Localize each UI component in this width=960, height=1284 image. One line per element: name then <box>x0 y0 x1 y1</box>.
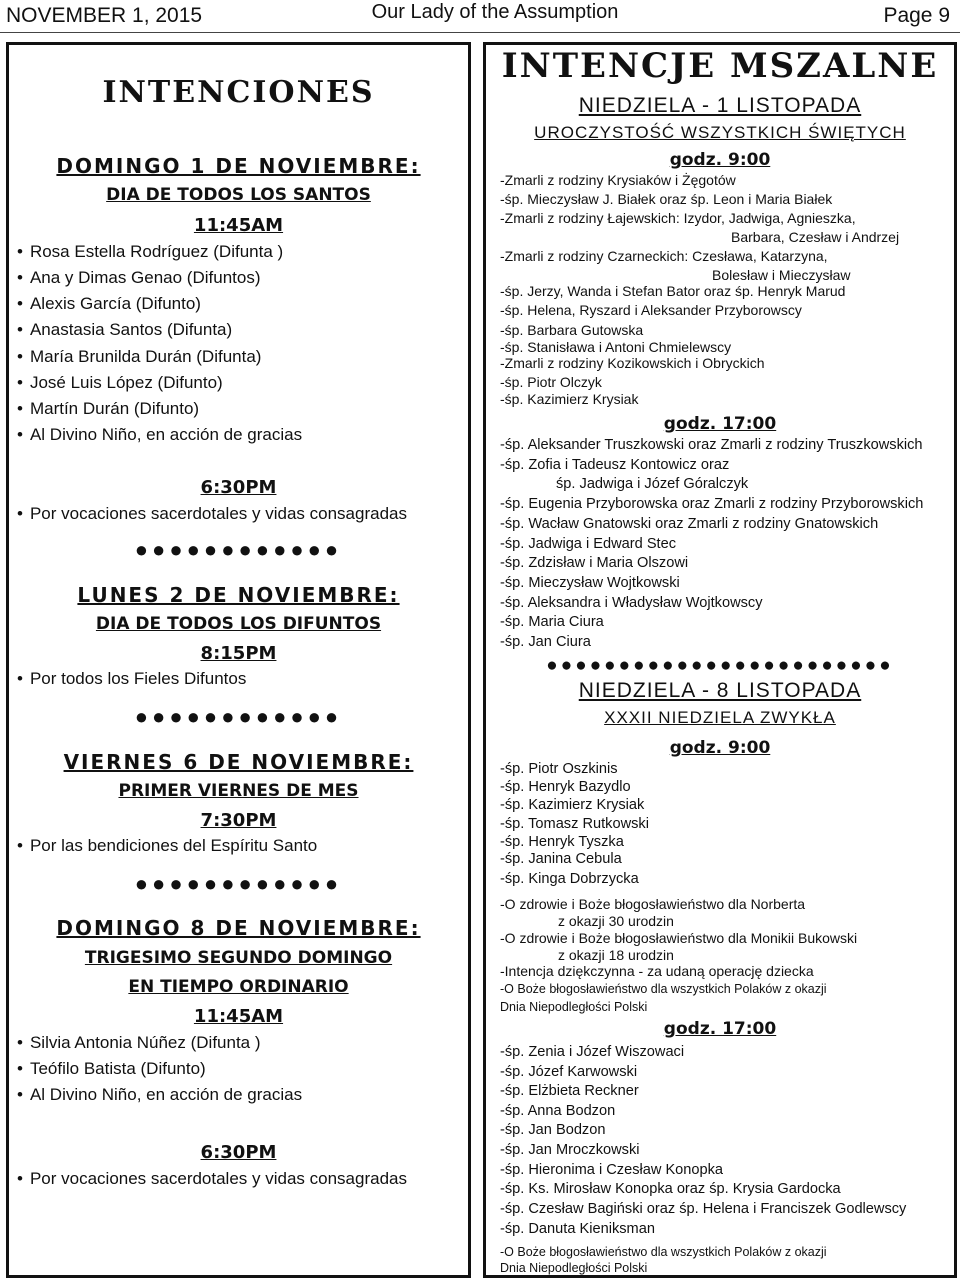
intention-line: -śp. Stanisława i Antoni Chmielewscy <box>500 339 732 355</box>
intention-line: z okazji 18 urodzin <box>558 947 674 963</box>
intention-line: -śp. Danuta Kieniksman <box>500 1221 655 1237</box>
intention-item: • Por las bendiciones del Espíritu Santo <box>17 836 317 856</box>
intention-line: z okazji 30 urodzin <box>558 913 674 929</box>
intention-line: -śp. Zdzisław i Maria Olszowi <box>500 555 689 571</box>
section-day-heading: VIERNES 6 DE NOVIEMBRE: <box>63 750 414 774</box>
intention-item: • María Brunilda Durán (Difunta) <box>17 347 261 367</box>
mass-time: 6:30PM <box>200 477 277 498</box>
intention-item: • Silvia Antonia Núñez (Difunta ) <box>17 1033 261 1053</box>
section-subtitle: DIA DE TODOS LOS DIFUNTOS <box>95 614 382 634</box>
intention-line: -O zdrowie i Boże błogosławieństwo dla Monikii Bukowski <box>500 930 858 946</box>
intention-item: • Teófilo Batista (Difunto) <box>17 1059 206 1079</box>
intention-line: -śp. Aleksander Truszkowski oraz Zmarli z rodziny Truszkowskich <box>500 437 923 453</box>
intention-line: -śp. Mieczysław Wojtkowski <box>500 575 680 591</box>
intention-line: -śp. Barbara Gutowska <box>500 322 644 338</box>
intention-line: -śp. Ks. Mirosław Konopka oraz śp. Krysia Gardocka <box>500 1181 841 1197</box>
panel-title: INTENCJE MSZALNE <box>501 46 939 86</box>
dot-separator: ●●●●●●●●●●●● <box>134 704 343 729</box>
intention-line: -śp. Anna Bodzon <box>500 1103 616 1119</box>
mass-time: 6:30PM <box>200 1142 277 1163</box>
intention-line: -Zmarli z rodziny Kozikowskich i Obryckich <box>500 355 765 371</box>
intention-item: • Por vocaciones sacerdotales y vidas consagradas <box>17 1169 407 1189</box>
intention-item: • Ana y Dimas Genao (Difuntos) <box>17 268 261 288</box>
intention-line: -śp. Jan Ciura <box>500 634 591 650</box>
intention-line: -O Boże błogosławieństwo dla wszystkich Polaków z okazji <box>500 982 827 996</box>
intention-line: -śp. Eugenia Przyborowska oraz Zmarli z rodziny Przyborowskich <box>500 496 924 512</box>
intention-line: -śp. Piotr Oszkinis <box>500 761 618 777</box>
intention-line: -śp. Zofia i Tadeusz Kontowicz oraz <box>500 457 730 473</box>
dot-separator: ●●●●●●●●●●●● <box>134 871 343 896</box>
intention-line: -O zdrowie i Boże błogosławieństwo dla Norberta <box>500 896 806 912</box>
intention-line: -śp. Tomasz Rutkowski <box>500 816 649 832</box>
intention-line: -śp. Jadwiga i Edward Stec <box>500 536 677 552</box>
dot-separator: ●●●●●●●●●●●●●●●●●●●●●●●● <box>546 655 894 676</box>
section-subtitle: EN TIEMPO ORDINARIO <box>128 977 349 997</box>
dot-separator: ●●●●●●●●●●●● <box>134 537 343 562</box>
week-subheading: XXXII NIEDZIELA ZWYKŁA <box>604 708 836 727</box>
intention-line: -śp. Hieronima i Czesław Konopka <box>500 1162 724 1178</box>
intention-line: -śp. Elżbieta Reckner <box>500 1083 639 1099</box>
intention-line: -śp. Jerzy, Wanda i Stefan Bator oraz śp. Henryk Marud <box>500 283 846 299</box>
intention-line: -śp. Piotr Olczyk <box>500 374 602 390</box>
mass-time: godz. 9:00 <box>669 738 771 758</box>
section-subtitle: TRIGESIMO SEGUNDO DOMINGO <box>84 948 393 968</box>
intention-item: • Al Divino Niño, en acción de gracias <box>17 1085 302 1105</box>
intention-item: • José Luis López (Difunto) <box>17 373 223 393</box>
intention-line: śp. Jadwiga i Józef Góralczyk <box>556 476 749 492</box>
polish-intentions-panel <box>483 42 957 1278</box>
section-subtitle: PRIMER VIERNES DE MES <box>118 781 359 801</box>
section-subtitle: DIA DE TODOS LOS SANTOS <box>106 185 371 205</box>
section-day-heading: DOMINGO 1 DE NOVIEMBRE: <box>56 154 421 178</box>
week-heading: NIEDZIELA - 8 LISTOPADA <box>578 679 862 702</box>
section-day-heading: DOMINGO 8 DE NOVIEMBRE: <box>56 916 421 940</box>
intention-line: -śp. Aleksandra i Władysław Wojtkowscy <box>500 595 763 611</box>
week-subheading: UROCZYSTOŚĆ WSZYSTKICH ŚWIĘTYCH <box>534 123 906 142</box>
mass-time: 11:45AM <box>193 215 284 236</box>
intention-line: Dnia Niepodległości Polski <box>500 1000 648 1014</box>
intention-line: Bolesław i Mieczysław <box>712 267 851 283</box>
page-header <box>0 0 960 34</box>
intention-line: -Intencja dziękczynna - za udaną operację dziecka <box>500 963 814 979</box>
intention-line: -śp. Janina Cebula <box>500 851 622 867</box>
intention-line: -Zmarli z rodziny Krysiaków i Żęgotów <box>500 172 736 188</box>
intention-item: • Rosa Estella Rodríguez (Difunta ) <box>17 242 283 262</box>
intention-line: -śp. Jan Bodzon <box>500 1122 606 1138</box>
intention-line: -Zmarli z rodziny Czarneckich: Czesława, Katarzyna, <box>500 248 828 264</box>
intention-line: -śp. Czesław Bagiński oraz śp. Helena i Franciszek Godlewscy <box>500 1201 907 1217</box>
intention-item: • Por todos los Fieles Difuntos <box>17 669 246 689</box>
mass-time: godz. 9:00 <box>669 150 771 170</box>
mass-time: 8:15PM <box>200 643 277 664</box>
intention-line: Barbara, Czesław i Andrzej <box>731 229 900 245</box>
mass-time: 11:45AM <box>193 1006 284 1027</box>
header-rule <box>0 32 960 33</box>
mass-time: 7:30PM <box>200 810 277 831</box>
header-date: NOVEMBER 1, 2015 <box>6 4 203 27</box>
intention-line: Dnia Niepodległości Polski <box>500 1261 648 1275</box>
week-heading: NIEDZIELA - 1 LISTOPADA <box>578 94 862 117</box>
intention-line: -śp. Wacław Gnatowski oraz Zmarli z rodziny Gnatowskich <box>500 516 879 532</box>
spanish-intentions-panel <box>6 42 471 1278</box>
mass-time: godz. 17:00 <box>663 1019 777 1039</box>
intention-item: • Alexis García (Difunto) <box>17 294 201 314</box>
intention-item: • Anastasia Santos (Difunta) <box>17 320 232 340</box>
panel-title: INTENCIONES <box>102 75 375 110</box>
intention-line: -śp. Henryk Tyszka <box>500 834 624 850</box>
intention-line: -śp. Kazimierz Krysiak <box>500 391 639 407</box>
intention-line: -śp. Henryk Bazydlo <box>500 779 631 795</box>
intention-item: • Al Divino Niño, en acción de gracias <box>17 425 302 445</box>
intention-line: -śp. Jan Mroczkowski <box>500 1142 640 1158</box>
header-parish-name: Our Lady of the Assumption <box>371 1 619 23</box>
intention-item: • Martín Durán (Difunto) <box>17 399 199 419</box>
intention-line: -śp. Maria Ciura <box>500 614 604 630</box>
intention-line: -Zmarli z rodziny Łajewskich: Izydor, Jadwiga, Agnieszka, <box>500 210 856 226</box>
intention-line: -śp. Józef Karwowski <box>500 1064 638 1080</box>
intention-line: -śp. Zenia i Józef Wiszowaci <box>500 1044 685 1060</box>
intention-line: -O Boże błogosławieństwo dla wszystkich Polaków z okazji <box>500 1245 827 1259</box>
intention-line: -śp. Helena, Ryszard i Aleksander Przyborowscy <box>500 302 802 318</box>
section-day-heading: LUNES 2 DE NOVIEMBRE: <box>77 583 400 607</box>
intention-line: -śp. Kazimierz Krysiak <box>500 797 645 813</box>
intention-line: -śp. Mieczysław J. Białek oraz śp. Leon i Maria Białek <box>500 191 833 207</box>
intention-line: -śp. Kinga Dobrzycka <box>500 871 639 887</box>
header-page-number: Page 9 <box>883 4 950 27</box>
mass-time: godz. 17:00 <box>663 414 777 434</box>
intention-item: • Por vocaciones sacerdotales y vidas consagradas <box>17 504 407 524</box>
